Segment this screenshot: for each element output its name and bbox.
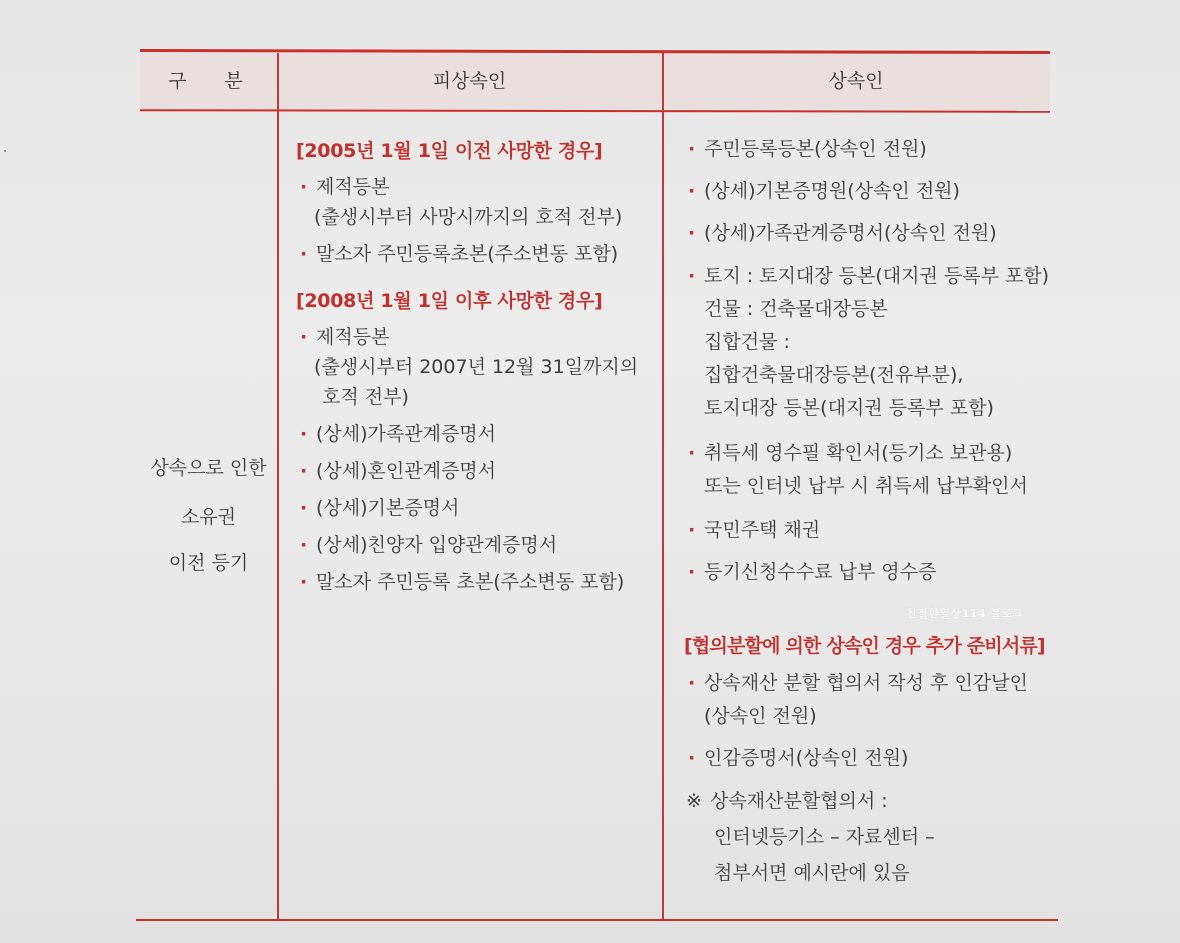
list-item bbox=[296, 419, 656, 449]
decedent-section2-title: [2008년 1월 1일 이후 사망한 경우] bbox=[296, 290, 603, 312]
header-category: 구 분 bbox=[168, 70, 259, 92]
bullet-icon: · bbox=[688, 265, 696, 287]
bullet-icon: · bbox=[300, 243, 308, 265]
item-text-continued: (출생시부터 사망시까지의 호적 전부) bbox=[314, 206, 623, 228]
item-text: 제적등본 bbox=[316, 176, 390, 198]
item-text: (상세)친양자 입양관계증명서 bbox=[316, 534, 558, 556]
list-item bbox=[684, 260, 1064, 425]
dust-speck bbox=[4, 150, 6, 152]
item-text: 주민등록등본(상속인 전원) bbox=[704, 138, 927, 160]
decedent-documents bbox=[296, 136, 656, 604]
bullet-icon: · bbox=[688, 222, 696, 244]
list-item bbox=[684, 218, 1064, 248]
list-item bbox=[296, 456, 656, 486]
bullet-icon: · bbox=[688, 138, 696, 160]
list-item bbox=[296, 239, 656, 269]
note-text: 상속재산분할협의서 : bbox=[710, 790, 888, 812]
decedent-section1-title: [2005년 1월 1일 이전 사망한 경우] bbox=[296, 140, 603, 162]
heir-section2-title: [협의분할에 의한 상속인 경우 추가 준비서류] bbox=[684, 635, 1045, 657]
bullet-icon: · bbox=[300, 534, 308, 556]
category-label-line1: 상속으로 인한 bbox=[150, 457, 267, 479]
column-divider-1 bbox=[277, 53, 279, 919]
item-text: 상속재산 분할 협의서 작성 후 인감날인 bbox=[704, 672, 1028, 694]
item-text-continued: 집합건축물대장등본(전유부분), bbox=[704, 364, 964, 386]
list-item bbox=[296, 322, 656, 412]
item-text: (상세)혼인관계증명서 bbox=[316, 460, 497, 482]
item-text-continued: (출생시부터 2007년 12월 31일까지의 bbox=[314, 356, 639, 378]
bullet-icon: · bbox=[688, 672, 696, 694]
item-text: 국민주택 채권 bbox=[704, 519, 821, 541]
list-item bbox=[296, 493, 656, 523]
bullet-icon: · bbox=[300, 176, 308, 198]
item-text: 제적등본 bbox=[316, 326, 390, 348]
item-text: 토지 : 토지대장 등본(대지권 등록부 포함) bbox=[704, 265, 1050, 287]
item-text: (상세)가족관계증명서 bbox=[316, 423, 497, 445]
list-item bbox=[684, 743, 1064, 773]
item-text-continued: 건물 : 건축물대장등본 bbox=[704, 298, 888, 320]
item-text: (상세)기본증명서 bbox=[316, 497, 460, 519]
item-text: 말소자 주민등록 초본(주소변동 포함) bbox=[316, 571, 625, 593]
item-text-continued: 호적 전부) bbox=[322, 386, 409, 408]
item-text: (상세)기본증명원(상속인 전원) bbox=[704, 180, 960, 202]
reference-mark-icon: ※ bbox=[686, 790, 702, 812]
item-text-continued: 집합건물 : bbox=[704, 331, 790, 353]
list-item bbox=[296, 567, 656, 597]
column-divider-2 bbox=[662, 53, 664, 919]
list-item bbox=[684, 134, 1064, 164]
header-heir: 상속인 bbox=[828, 70, 884, 92]
note-text-continued: 첨부서면 예시란에 있음 bbox=[714, 862, 910, 884]
header-decedent: 피상속인 bbox=[432, 70, 507, 92]
note-text-continued: 인터넷등기소 – 자료센터 – bbox=[714, 826, 935, 848]
category-label-line3: 이전 등기 bbox=[168, 552, 249, 574]
bullet-icon: · bbox=[300, 326, 308, 348]
item-text-continued: (상속인 전원) bbox=[704, 705, 817, 727]
bullet-icon: · bbox=[300, 571, 308, 593]
list-item bbox=[684, 515, 1064, 545]
heir-documents bbox=[684, 134, 1064, 897]
bullet-icon: · bbox=[688, 180, 696, 202]
reference-note bbox=[684, 783, 1064, 891]
bullet-icon: · bbox=[300, 460, 308, 482]
bullet-icon: · bbox=[300, 423, 308, 445]
bullet-icon: · bbox=[300, 497, 308, 519]
item-text-continued: 토지대장 등본(대지권 등록부 포함) bbox=[704, 397, 994, 419]
blog-watermark: 친절한일상114 블로그 bbox=[906, 607, 1024, 620]
list-item bbox=[684, 557, 1064, 587]
category-label-line2: 소유권 bbox=[180, 506, 237, 528]
table-bottom-rule bbox=[136, 919, 1058, 921]
item-text: (상세)가족관계증명서(상속인 전원) bbox=[704, 222, 997, 244]
list-item bbox=[296, 530, 656, 560]
bullet-icon: · bbox=[688, 442, 696, 464]
item-text: 인감증명서(상속인 전원) bbox=[704, 747, 909, 769]
list-item bbox=[684, 437, 1064, 503]
bullet-icon: · bbox=[688, 747, 696, 769]
list-item bbox=[296, 172, 656, 232]
bullet-icon: · bbox=[688, 561, 696, 583]
item-text-continued: 또는 인터넷 납부 시 취득세 납부확인서 bbox=[704, 475, 1028, 497]
item-text: 등기신청수수료 납부 영수증 bbox=[704, 561, 937, 583]
list-item bbox=[684, 667, 1064, 733]
item-text: 취득세 영수필 확인서(등기소 보관용) bbox=[704, 442, 1013, 464]
list-item bbox=[684, 176, 1064, 206]
item-text: 말소자 주민등록초본(주소변동 포함) bbox=[316, 243, 619, 265]
bullet-icon: · bbox=[688, 519, 696, 541]
